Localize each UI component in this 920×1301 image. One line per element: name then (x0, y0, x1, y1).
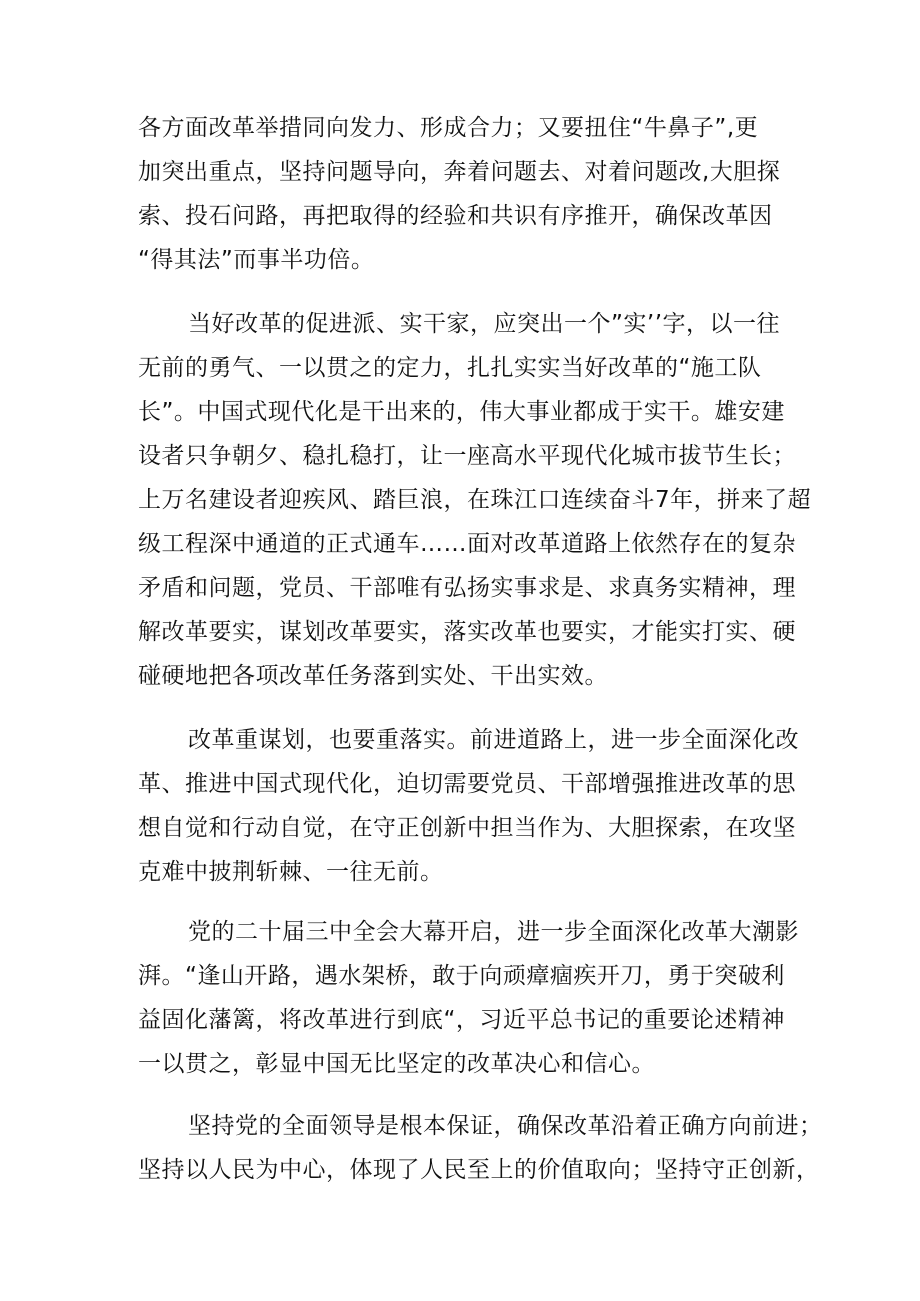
text-line: 党的二十届三中全会大幕开启，进一步全面深化改革大潮影 (188, 919, 799, 945)
text-line: 坚持以人民为中心，体现了人民至上的价值取向；坚持守正创新， (138, 1157, 820, 1183)
text-line: 益固化藩篱，将改革进行到底“，习近平总书记的重要论述精神 (138, 1007, 785, 1033)
text-line: 长”。中国式现代化是干出来的，伟大事业都成于实干。雄安建 (138, 399, 785, 425)
text-line: 设者只争朝夕、稳扎稳打，让一座高水平现代化城市拔节生长； (138, 443, 796, 469)
text-line: “得其法”而事半功倍。 (138, 247, 375, 273)
text-line: 各方面改革举措同向发力、形成合力；又要扭住“牛鼻子”,更 (138, 115, 759, 141)
paragraph-plenary-session (138, 910, 798, 1086)
text-line: 无前的勇气、一以贯之的定力，扎扎实实当好改革的“施工队 (138, 355, 762, 381)
text-line: 上万名建设者迎疾风、踏巨浪，在珠江口连续奋斗7年，拼来了超 (138, 487, 812, 513)
text-line: 索、投石问路，再把取得的经验和共识有序推开，确保改革因 (138, 203, 773, 229)
paragraph-planning-implementation (138, 718, 798, 894)
text-line: 改革重谋划，也要重落实。前进道路上，进一步全面深化改 (188, 727, 799, 753)
text-line: 加突出重点，坚持问题导向，奔着问题去、对着问题改,大胆探 (138, 159, 781, 185)
text-line: 矛盾和问题，党员、干部唯有弘扬实事求是、求真务实精神，理 (138, 575, 796, 601)
text-line: 克难中披荆斩棘、一往无前。 (138, 859, 444, 885)
paragraph-continuation (138, 106, 798, 282)
paragraph-reform-practitioner (138, 302, 812, 698)
text-line: 坚持党的全面领导是根本保证，确保改革沿着正确方向前进； (188, 1113, 823, 1139)
text-line: 革、推进中国式现代化，迫切需要党员、干部增强推进改革的思 (138, 771, 796, 797)
text-line: 一以贯之，彰显中国无比坚定的改革决心和信心。 (138, 1051, 655, 1077)
text-line: 想自觉和行动自觉，在守正创新中担当作为、大胆探索，在攻坚 (138, 815, 796, 841)
text-line: 当好改革的促进派、实干家，应突出一个”实’’字，以一往 (188, 311, 781, 337)
paragraph-party-leadership (138, 1104, 823, 1192)
text-line: 碰硬地把各项改革任务落到实处、干出实效。 (138, 663, 608, 689)
text-line: 级工程深中通道的正式通车……面对改革道路上依然存在的复杂 (138, 531, 796, 557)
text-line: 湃。“逢山开路，遇水架桥，敢于向顽瘴痼疾开刀，勇于突破利 (138, 963, 785, 989)
text-line: 解改革要实，谋划改革要实，落实改革也要实，才能实打实、硬 (138, 619, 796, 645)
